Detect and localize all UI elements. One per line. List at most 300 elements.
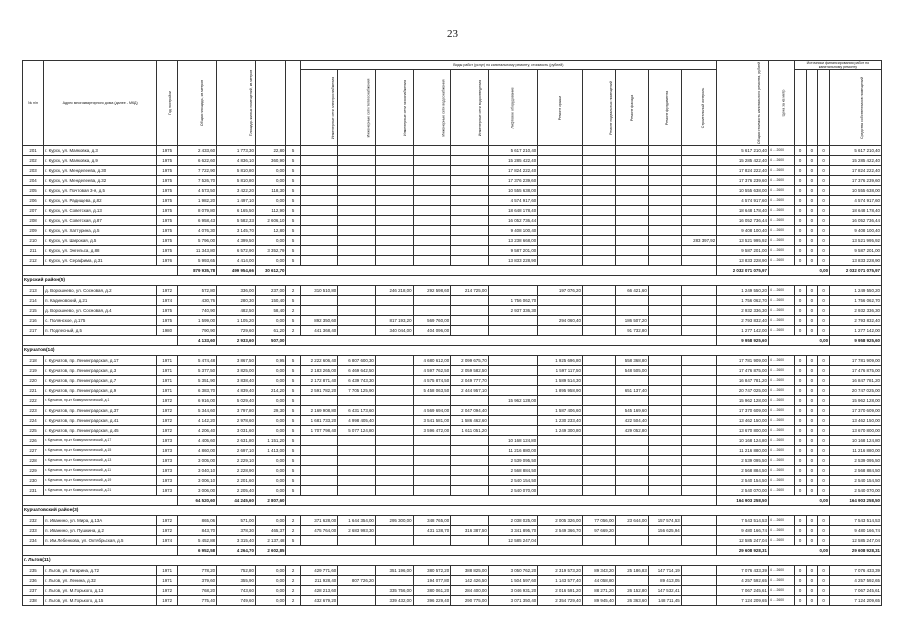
row-foundation: [615, 146, 648, 156]
row-common: 0,00: [255, 586, 286, 596]
row-living: 2 228,90: [217, 466, 256, 476]
row-fund: 0: [794, 396, 806, 406]
row-electric: [300, 466, 338, 476]
row-roof: 10 555 638,00: [488, 186, 537, 196]
row-sewer: [451, 176, 489, 186]
row-gas: [375, 436, 413, 446]
row-design: [648, 146, 681, 156]
row-common: 0,00: [255, 566, 286, 576]
table-row: [23, 156, 882, 166]
row-fund: 0: [794, 246, 806, 256]
row-control: [681, 486, 716, 496]
row-total: 10 555 638,00: [717, 186, 769, 196]
table-row: [23, 416, 882, 426]
row-area: 843,70: [178, 526, 217, 536]
row-total: 16 052 736,44: [717, 216, 769, 226]
row-budget: 0: [806, 376, 818, 386]
row-heat: 6 431 173,60: [338, 406, 376, 416]
row-owners: 4 574 917,60: [830, 196, 882, 206]
row-sewer: [451, 536, 489, 546]
row-year: 1972: [157, 586, 178, 596]
row-budget: 0: [806, 176, 818, 186]
row-gas: [375, 536, 413, 546]
row-total: 2 932 336,30: [717, 306, 769, 316]
row-design: [648, 366, 681, 376]
row-local: 0: [818, 476, 830, 486]
row-fund: 0: [794, 566, 806, 576]
row-address: г. Курчатов, пр. Ленинградская, д.7: [44, 376, 157, 386]
row-basement: [538, 396, 583, 406]
header-area: Общая площадь, кв.метров: [178, 61, 217, 146]
row-sewer: [451, 326, 489, 336]
row-heat: [338, 326, 376, 336]
row-people: 5: [286, 146, 300, 156]
row-living: 571,00: [217, 516, 256, 526]
row-total: 9 480 166,74: [717, 526, 769, 536]
row-local: 0: [818, 456, 830, 466]
row-living: 6 165,50: [217, 206, 256, 216]
subtotal-blank: [23, 336, 178, 346]
row-common: 0,00: [255, 196, 286, 206]
row-electric: 2 591 782,20: [300, 386, 338, 396]
row-address: г. Льгов, ул. М.Горького, д.13: [44, 586, 157, 596]
row-owners: 17 476 875,00: [830, 366, 882, 376]
row-water: 380 061,20: [413, 586, 451, 596]
row-control: [681, 516, 716, 526]
row-gas: 335 756,00: [375, 586, 413, 596]
row-basement: [538, 186, 583, 196]
row-heat: [338, 256, 376, 266]
row-fund: 0: [794, 296, 806, 306]
row-address: п. Кадиновский, д.21: [44, 296, 157, 306]
row-roof: 2 937 336,30: [488, 306, 537, 316]
row-number: 204: [23, 176, 44, 186]
row-heat: [338, 296, 376, 306]
row-people: 5: [286, 536, 300, 546]
row-facade: [582, 306, 615, 316]
header-living: Площадь жилых помещений, кв.метров: [217, 61, 256, 146]
row-budget: 0: [806, 236, 818, 246]
subtotal-living: 44 245,60: [217, 496, 256, 506]
row-unit: 4 ... 2600: [768, 166, 794, 176]
header-number: № п/п: [23, 61, 44, 146]
row-water: 4 569 694,00: [413, 406, 451, 416]
row-living: 5 810,80: [217, 166, 256, 176]
subtotal-row: [23, 496, 882, 506]
row-owners: 7 543 514,53: [830, 516, 882, 526]
row-gas: [375, 236, 413, 246]
row-sewer: 284 400,00: [451, 586, 489, 596]
row-sewer: 1 611 051,20: [451, 426, 489, 436]
row-area: 5 351,90: [178, 376, 217, 386]
row-design: [648, 396, 681, 406]
row-basement: [538, 156, 583, 166]
row-design: [648, 226, 681, 236]
row-fund: 0: [794, 526, 806, 536]
row-fund: 0: [794, 286, 806, 296]
row-design: [648, 446, 681, 456]
row-control: [681, 476, 716, 486]
row-year: 1975: [157, 306, 178, 316]
row-common: 0,00: [255, 596, 286, 606]
table-row: [23, 396, 882, 406]
row-water: [413, 176, 451, 186]
row-fund: 0: [794, 466, 806, 476]
row-owners: 13 670 800,00: [830, 426, 882, 436]
row-control: [681, 386, 716, 396]
row-basement: 1 249 300,80: [538, 426, 583, 436]
row-unit: 4 ... 2600: [768, 476, 794, 486]
row-basement: [538, 476, 583, 486]
row-unit: 4 ... 2600: [768, 186, 794, 196]
row-unit: 4 ... 2600: [768, 456, 794, 466]
row-control: [681, 246, 716, 256]
row-heat: [338, 536, 376, 546]
row-total: 16 847 781,20: [717, 376, 769, 386]
row-unit: 4 ... 2600: [768, 326, 794, 336]
row-number: 201: [23, 146, 44, 156]
row-facade: [582, 416, 615, 426]
row-electric: [300, 476, 338, 486]
row-gas: [375, 166, 413, 176]
row-year: 1972: [157, 596, 178, 606]
row-year: 1973: [157, 466, 178, 476]
row-water: [413, 436, 451, 446]
row-basement: 1 230 233,40: [538, 416, 583, 426]
row-water: 404 096,00: [413, 326, 451, 336]
row-electric: [300, 246, 338, 256]
row-budget: 0: [806, 166, 818, 176]
section-row: [23, 556, 882, 566]
row-basement: [538, 206, 583, 216]
table-row: [23, 216, 882, 226]
row-facade: [582, 536, 615, 546]
row-living: 4 414,00: [217, 256, 256, 266]
table-row: [23, 596, 882, 606]
row-budget: 0: [806, 456, 818, 466]
row-gas: [375, 376, 413, 386]
row-common: 0,95: [255, 356, 286, 366]
row-people: 5: [286, 476, 300, 486]
row-address: п. Иванино, ул. Пушкина, д.2: [44, 526, 157, 536]
row-control: [681, 586, 716, 596]
row-address: г. Курчатов, пр. Ленинградская, д.3: [44, 366, 157, 376]
row-address: г. Курчатов, пр. Ленинградская, д.45: [44, 426, 157, 436]
row-number: 231: [23, 486, 44, 496]
row-sewer: [451, 446, 489, 456]
row-owners: 9 587 201,00: [830, 246, 882, 256]
row-living: 5 582,33: [217, 216, 256, 226]
row-owners: 2 932 336,30: [830, 306, 882, 316]
row-year: 1971: [157, 386, 178, 396]
row-foundation: 23 644,00: [615, 516, 648, 526]
row-area: 6 622,60: [178, 156, 217, 166]
row-number: 225: [23, 426, 44, 436]
row-facade: [582, 156, 615, 166]
row-sewer: 214 725,00: [451, 286, 489, 296]
row-heat: [338, 466, 376, 476]
row-roof: [488, 426, 537, 436]
row-gas: [375, 186, 413, 196]
row-roof: 1 756 062,70: [488, 296, 537, 306]
row-heat: [338, 156, 376, 166]
subtotal-blank: [23, 546, 178, 556]
row-common: 29,30: [255, 406, 286, 416]
row-area: 379,60: [178, 576, 217, 586]
table-row: [23, 206, 882, 216]
row-area: 572,80: [178, 286, 217, 296]
row-area: 768,20: [178, 586, 217, 596]
row-unit: 4 ... 2600: [768, 516, 794, 526]
header-people: [286, 61, 300, 146]
row-address: г. Курск, ул. Советская, д.87: [44, 216, 157, 226]
subtotal-finance: 0,00: [768, 266, 829, 276]
row-roof: [488, 326, 537, 336]
row-control: [681, 526, 716, 536]
subtotal-owners: 2 032 071 075,97: [830, 266, 882, 276]
row-electric: 1 681 733,20: [300, 416, 338, 426]
row-design: [648, 186, 681, 196]
row-gas: [375, 386, 413, 396]
row-year: 1972: [157, 526, 178, 536]
row-facade: [582, 356, 615, 366]
row-total: 9 408 100,40: [717, 226, 769, 236]
row-gas: [375, 476, 413, 486]
row-people: 2: [286, 566, 300, 576]
row-basement: [538, 466, 583, 476]
row-owners: 5 617 210,40: [830, 146, 882, 156]
row-heat: 6 807 600,30: [338, 356, 376, 366]
row-control: [681, 366, 716, 376]
row-gas: 817 193,20: [375, 316, 413, 326]
row-electric: [300, 396, 338, 406]
row-common: 0,00: [255, 316, 286, 326]
row-unit: 4 ... 2600: [768, 466, 794, 476]
row-people: 2: [286, 516, 300, 526]
row-basement: [538, 236, 583, 246]
row-water: 396 229,40: [413, 596, 451, 606]
row-sewer: [451, 246, 489, 256]
row-number: 212: [23, 256, 44, 266]
row-sewer: [451, 466, 489, 476]
row-water: 431 138,70: [413, 526, 451, 536]
row-facade: [582, 236, 615, 246]
row-year: 1980: [157, 326, 178, 336]
row-control: [681, 446, 716, 456]
row-control: [681, 296, 716, 306]
row-living: 2 697,10: [217, 446, 256, 456]
row-budget: 0: [806, 186, 818, 196]
row-gas: [375, 306, 413, 316]
table-row: [23, 246, 882, 256]
row-control: [681, 216, 716, 226]
header-foundation: Ремонт фундамента: [648, 70, 681, 146]
row-foundation: 651 137,40: [615, 386, 648, 396]
row-fund: 0: [794, 156, 806, 166]
row-budget: 0: [806, 446, 818, 456]
row-basement: [538, 166, 583, 176]
row-people: 5: [286, 186, 300, 196]
row-electric: 432 679,20: [300, 596, 338, 606]
row-electric: [300, 176, 338, 186]
row-unit: 4 ... 2600: [768, 436, 794, 446]
subtotal-finance: 0,00: [768, 546, 829, 556]
table-row: [23, 366, 882, 376]
row-facade: [582, 286, 615, 296]
row-number: 221: [23, 386, 44, 396]
row-foundation: [615, 446, 648, 456]
table-row: [23, 316, 882, 326]
row-basement: [538, 296, 583, 306]
row-heat: [338, 436, 376, 446]
row-owners: 17 824 222,40: [830, 166, 882, 176]
table-row: [23, 296, 882, 306]
row-local: 0: [818, 256, 830, 266]
row-common: 465,37: [255, 526, 286, 536]
row-total: 4 257 592,65: [717, 576, 769, 586]
row-owners: 2 539 095,50: [830, 456, 882, 466]
row-basement: [538, 176, 583, 186]
row-fund: 0: [794, 356, 806, 366]
row-number: 219: [23, 366, 44, 376]
row-address: г. Курчатов, пр. Ленинградская, д.9: [44, 386, 157, 396]
header-fund: [794, 70, 806, 146]
row-area: 778,20: [178, 566, 217, 576]
row-local: 0: [818, 446, 830, 456]
row-owners: 1 249 550,20: [830, 286, 882, 296]
row-basement: [538, 226, 583, 236]
row-control: [681, 576, 716, 586]
row-water: [413, 476, 451, 486]
row-facade: [582, 256, 615, 266]
row-living: 752,80: [217, 566, 256, 576]
row-heat: [338, 306, 376, 316]
row-budget: 0: [806, 476, 818, 486]
row-sewer: [451, 456, 489, 466]
subtotal-living: 499 954,66: [217, 266, 256, 276]
row-people: 5: [286, 466, 300, 476]
row-people: 5: [286, 236, 300, 246]
row-number: 233: [23, 526, 44, 536]
row-heat: [338, 206, 376, 216]
row-common: 0,00: [255, 476, 286, 486]
row-people: 5: [286, 406, 300, 416]
table-row: [23, 146, 882, 156]
header-group-finance: Источники финансирования работ по капитальному ремонту: [794, 61, 881, 70]
table-row: [23, 226, 882, 236]
row-sewer: 2 444 957,10: [451, 386, 489, 396]
row-control: [681, 306, 716, 316]
row-fund: 0: [794, 316, 806, 326]
row-design: [648, 456, 681, 466]
row-owners: 4 257 592,65: [830, 576, 882, 586]
row-total: 17 824 222,40: [717, 166, 769, 176]
row-number: 215: [23, 306, 44, 316]
row-control: [681, 536, 716, 546]
row-unit: 4 ... 2600: [768, 216, 794, 226]
row-facade: [582, 456, 615, 466]
row-people: 5: [286, 446, 300, 456]
row-address: с. Полянское, д.175: [44, 316, 157, 326]
row-year: 1975: [157, 316, 178, 326]
table-row: [23, 526, 882, 536]
row-address: г. Курск, ул. Менделеева, д.32: [44, 176, 157, 186]
row-water: 4 575 874,50: [413, 376, 451, 386]
row-facade: [582, 166, 615, 176]
row-local: 0: [818, 226, 830, 236]
row-facade: [582, 246, 615, 256]
row-budget: 0: [806, 406, 818, 416]
row-basement: [538, 246, 583, 256]
row-address: г. Курск, ул. Маяковка, д.3: [44, 146, 157, 156]
row-basement: [538, 306, 583, 316]
row-design: [648, 466, 681, 476]
row-gas: 295 300,00: [375, 516, 413, 526]
row-facade: [582, 446, 615, 456]
row-foundation: [615, 196, 648, 206]
row-area: 2 433,60: [178, 146, 217, 156]
row-number: 207: [23, 206, 44, 216]
row-control: [681, 146, 716, 156]
subtotal-total: 2 032 071 075,97: [717, 266, 769, 276]
row-area: 11 343,80: [178, 246, 217, 256]
row-common: 214,20: [255, 386, 286, 396]
row-roof: [488, 406, 537, 416]
row-total: 13 521 995,92: [717, 236, 769, 246]
row-unit: 4 ... 2600: [768, 526, 794, 536]
row-water: 292 598,60: [413, 286, 451, 296]
header-control: Строительный контроль: [681, 70, 716, 146]
header-unit: Цена за кв.метр: [768, 61, 794, 146]
row-people: 5: [286, 196, 300, 206]
row-foundation: [615, 306, 648, 316]
row-unit: 4 ... 2600: [768, 206, 794, 216]
row-owners: 1 277 142,00: [830, 326, 882, 336]
row-common: 3 352,79: [255, 246, 286, 256]
row-local: 0: [818, 286, 830, 296]
row-gas: [375, 296, 413, 306]
row-address: г. Курчатов, пр-кт Коммунистический, д.1: [44, 396, 157, 406]
row-design: [648, 316, 681, 326]
row-water: 3 596 472,00: [413, 426, 451, 436]
row-fund: 0: [794, 536, 806, 546]
row-year: 1975: [157, 226, 178, 236]
row-fund: 0: [794, 456, 806, 466]
row-facade: [582, 396, 615, 406]
row-roof: 13 833 228,90: [488, 256, 537, 266]
row-total: 2 568 884,50: [717, 466, 769, 476]
row-electric: [300, 216, 338, 226]
row-control: [681, 316, 716, 326]
row-local: 0: [818, 536, 830, 546]
row-foundation: 422 504,40: [615, 416, 648, 426]
row-design: [648, 356, 681, 366]
row-owners: 7 076 433,39: [830, 566, 882, 576]
row-living: 1 773,30: [217, 146, 256, 156]
row-local: 0: [818, 176, 830, 186]
row-facade: [582, 296, 615, 306]
row-design: [648, 476, 681, 486]
row-basement: 294 060,40: [538, 316, 583, 326]
row-roof: 3 050 762,20: [488, 566, 537, 576]
row-address: г. Курчатов, пр-кт Коммунистический, д.15: [44, 446, 157, 456]
row-unit: 4 ... 2600: [768, 356, 794, 366]
row-budget: 0: [806, 596, 818, 606]
row-living: 280,30: [217, 296, 256, 306]
row-control: [681, 286, 716, 296]
row-unit: 4 ... 2600: [768, 376, 794, 386]
row-sewer: 2 049 777,70: [451, 376, 489, 386]
